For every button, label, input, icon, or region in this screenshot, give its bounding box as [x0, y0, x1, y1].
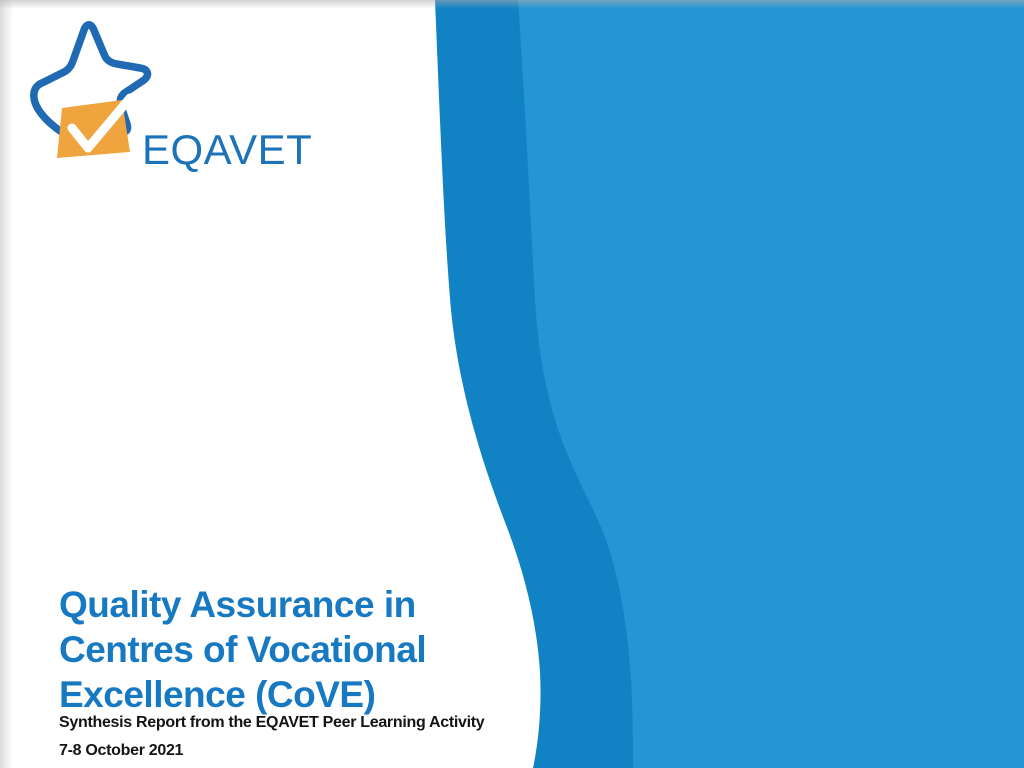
slide-date: 7-8 October 2021 [59, 742, 184, 759]
slide-title-line-2: Centres of Vocational [59, 629, 427, 670]
slide-title [59, 582, 426, 717]
eqavet-wordmark: EQAVET [142, 126, 313, 173]
slide-title-line-3: Excellence (CoVE) [59, 674, 376, 715]
slide-subtitle: Synthesis Report from the EQAVET Peer Learning Activity [59, 714, 485, 731]
slide-title-line-1: Quality Assurance in [59, 584, 416, 625]
